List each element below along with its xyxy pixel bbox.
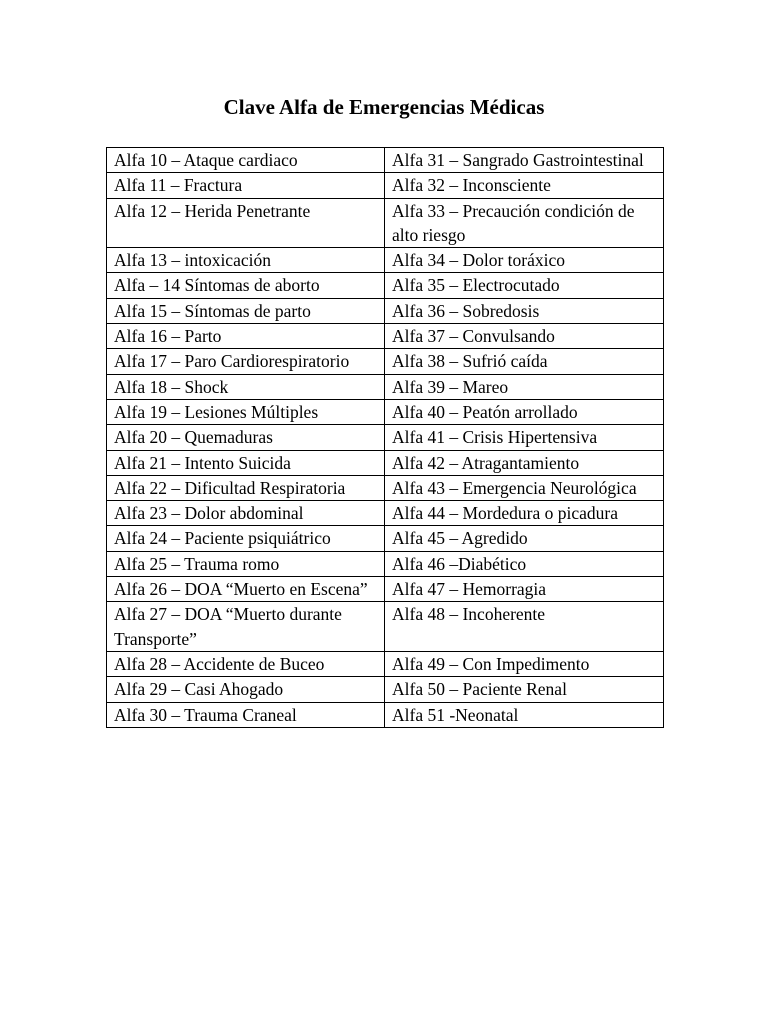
table-row <box>107 298 664 323</box>
code-cell-left: Alfa 21 – Intento Suicida <box>107 450 385 475</box>
table-row <box>107 651 664 676</box>
table-row <box>107 526 664 551</box>
code-cell-right: Alfa 41 – Crisis Hipertensiva <box>385 425 664 450</box>
code-cell-right: Alfa 33 – Precaución condición de alto riesgo <box>385 198 664 248</box>
table-row <box>107 577 664 602</box>
code-cell-left: Alfa 28 – Accidente de Buceo <box>107 651 385 676</box>
table-row <box>107 273 664 298</box>
table-row <box>107 324 664 349</box>
code-cell-left: Alfa 10 – Ataque cardiaco <box>107 148 385 173</box>
code-cell-right: Alfa 34 – Dolor toráxico <box>385 248 664 273</box>
code-cell-right: Alfa 42 – Atragantamiento <box>385 450 664 475</box>
table-row <box>107 148 664 173</box>
code-cell-left: Alfa 25 – Trauma romo <box>107 551 385 576</box>
code-cell-left: Alfa 27 – DOA “Muerto durante Transporte” <box>107 602 385 652</box>
code-cell-left: Alfa 13 – intoxicación <box>107 248 385 273</box>
table-row <box>107 173 664 198</box>
table-row <box>107 602 664 652</box>
code-cell-right: Alfa 47 – Hemorragia <box>385 577 664 602</box>
code-cell-left: Alfa 16 – Parto <box>107 324 385 349</box>
code-cell-right: Alfa 38 – Sufrió caída <box>385 349 664 374</box>
code-cell-right: Alfa 40 – Peatón arrollado <box>385 399 664 424</box>
table-row <box>107 399 664 424</box>
code-cell-left: Alfa 12 – Herida Penetrante <box>107 198 385 248</box>
code-cell-left: Alfa 22 – Dificultad Respiratoria <box>107 475 385 500</box>
code-cell-right: Alfa 51 -Neonatal <box>385 702 664 727</box>
code-cell-right: Alfa 46 –Diabético <box>385 551 664 576</box>
alpha-codes-table <box>106 147 664 728</box>
table-row <box>107 702 664 727</box>
code-cell-right: Alfa 50 – Paciente Renal <box>385 677 664 702</box>
table-row <box>107 198 664 248</box>
code-cell-left: Alfa 20 – Quemaduras <box>107 425 385 450</box>
table-row <box>107 475 664 500</box>
code-cell-left: Alfa 29 – Casi Ahogado <box>107 677 385 702</box>
code-cell-right: Alfa 39 – Mareo <box>385 374 664 399</box>
table-row <box>107 349 664 374</box>
table-row <box>107 374 664 399</box>
table-row <box>107 501 664 526</box>
code-cell-right: Alfa 36 – Sobredosis <box>385 298 664 323</box>
code-cell-left: Alfa 30 – Trauma Craneal <box>107 702 385 727</box>
code-cell-right: Alfa 48 – Incoherente <box>385 602 664 652</box>
table-row <box>107 450 664 475</box>
code-cell-right: Alfa 31 – Sangrado Gastrointestinal <box>385 148 664 173</box>
code-cell-right: Alfa 49 – Con Impedimento <box>385 651 664 676</box>
code-cell-right: Alfa 43 – Emergencia Neurológica <box>385 475 664 500</box>
code-cell-right: Alfa 32 – Inconsciente <box>385 173 664 198</box>
table-row <box>107 551 664 576</box>
code-cell-right: Alfa 35 – Electrocutado <box>385 273 664 298</box>
code-cell-left: Alfa 11 – Fractura <box>107 173 385 198</box>
code-cell-right: Alfa 45 – Agredido <box>385 526 664 551</box>
code-cell-left: Alfa 17 – Paro Cardiorespiratorio <box>107 349 385 374</box>
code-cell-left: Alfa 19 – Lesiones Múltiples <box>107 399 385 424</box>
code-cell-left: Alfa 18 – Shock <box>107 374 385 399</box>
code-cell-left: Alfa – 14 Síntomas de aborto <box>107 273 385 298</box>
code-cell-left: Alfa 15 – Síntomas de parto <box>107 298 385 323</box>
table-row <box>107 425 664 450</box>
page-title: Clave Alfa de Emergencias Médicas <box>223 95 545 119</box>
alpha-codes-table-body <box>107 148 664 728</box>
code-cell-left: Alfa 24 – Paciente psiquiátrico <box>107 526 385 551</box>
table-row <box>107 677 664 702</box>
table-row <box>107 248 664 273</box>
code-cell-right: Alfa 44 – Mordedura o picadura <box>385 501 664 526</box>
code-cell-left: Alfa 26 – DOA “Muerto en Escena” <box>107 577 385 602</box>
code-cell-right: Alfa 37 – Convulsando <box>385 324 664 349</box>
code-cell-left: Alfa 23 – Dolor abdominal <box>107 501 385 526</box>
